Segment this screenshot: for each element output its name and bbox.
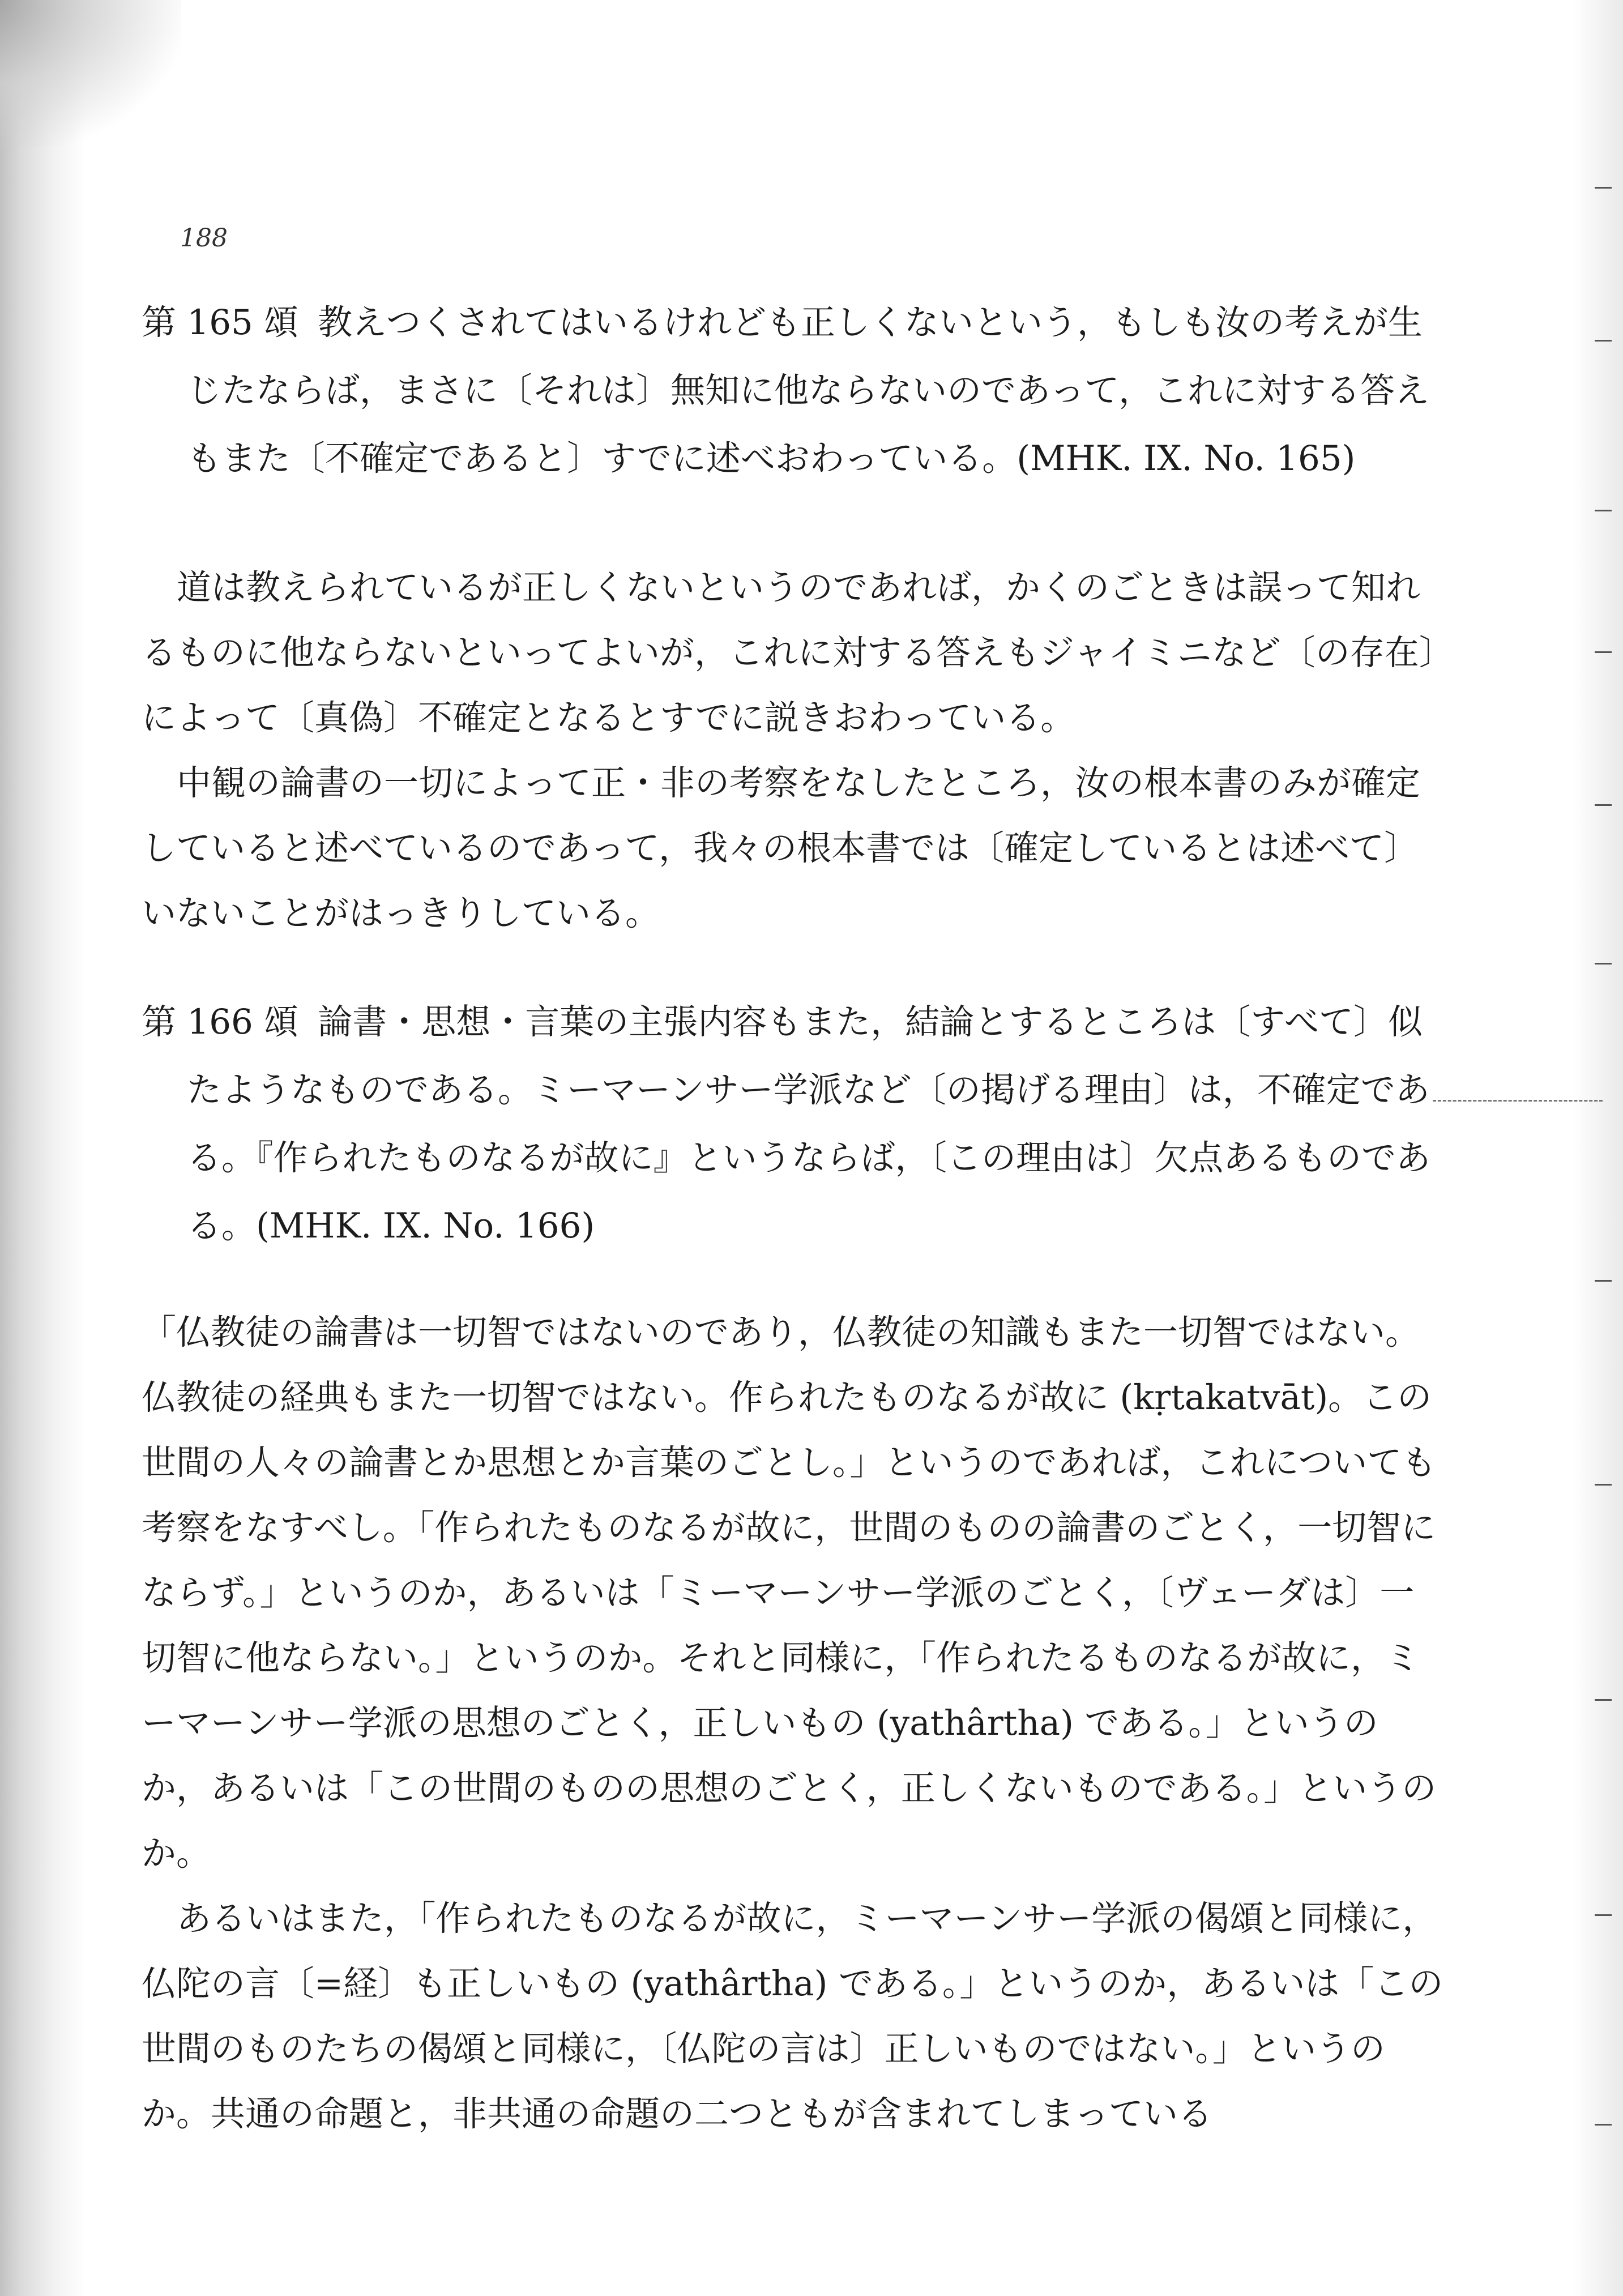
edge-mark [1595, 340, 1612, 342]
edge-mark [1595, 510, 1612, 511]
page-body [142, 289, 1444, 2146]
spacer [142, 493, 1444, 555]
page-number: 188 [180, 224, 228, 253]
spacer [142, 1260, 1444, 1300]
scan-shadow-right [1572, 0, 1623, 2296]
edge-mark [1595, 1280, 1612, 1282]
spacer [142, 946, 1444, 988]
edge-mark [1595, 1484, 1612, 1486]
edge-mark [1595, 651, 1612, 653]
edge-mark [1595, 2124, 1612, 2126]
scan-dashed-line [1433, 1100, 1603, 1102]
scan-shadow-corner [0, 0, 181, 147]
edge-mark [1595, 804, 1612, 806]
edge-mark [1595, 187, 1612, 189]
commentary-paragraph: 「仏教徒の論書は一切智ではないのであり，仏教徒の知識もまた一切智ではない。仏教徒の経典もまた一切智ではない。作られたものなるが故に (kṛtakatvāt)。この世間の人々の論書とか思想とか言葉のごとし。」というのであれば，これについても考察をなすべし。「作られたものなるが故に，世間のものの論書のごとく，一切智にならず。」というのか，あるいは「ミーマーンサー学派のごとく，〔ヴェーダは〕一切智に他ならない。」というのか。それと同様に，「作られたるものなるが故に，ミーマーンサー学派の思想のごとく，正しいもの (yathârtha) である。」というのか，あるいは「この世間のものの思想のごとく，正しくないものである。」というのか。 [142, 1312, 1437, 1873]
verse-label: 第 166 頌 [142, 1002, 299, 1042]
edge-mark [1595, 1699, 1612, 1701]
commentary-paragraph: 中観の論書の一切によって正・非の考察をなしたところ，汝の根本書のみが確定していると述べているのであって，我々の根本書では〔確定しているとは述べて〕いないことがはっきりしている。 [142, 763, 1421, 933]
edge-mark [1595, 963, 1612, 965]
commentary-paragraph: あるいはまた，「作られたものなるが故に，ミーマーンサー学派の偈頌と同様に，仏陀の言〔=経〕も正しいもの (yathârtha) である。」というのか，あるいは「この世間のものたちの偈頌と同様に，〔仏陀の言は〕正しいものではない。」というのか。共通の命題と，非共通の命題の二つともが含まれてしまっている [142, 1898, 1443, 2134]
verse-166 [142, 988, 1444, 1260]
commentary-paragraph: 道は教えられているが正しくないというのであれば，かくのごときは誤って知れるものに他ならないといってよいが，これに対する答えもジャイミニなど〔の存在〕によって〔真偽〕不確定となるとすでに説きおわっている。 [142, 567, 1437, 738]
verse-text: 論書・思想・言葉の主張内容もまた，結論とするところは〔すべて〕似たようなものである。ミーマーンサー学派など〔の掲げる理由〕は，不確定である。『作られたものなるが故に』というならば，〔この理由は〕欠点あるものである。(MHK. IX. No. 166) [187, 1002, 1431, 1246]
verse-165 [142, 289, 1444, 493]
scan-shadow-left [0, 0, 85, 2296]
verse-text: 教えつくされてはいるけれども正しくないという，もしも汝の考えが生じたならば，まさに〔それは〕無知に他ならないのであって，これに対する答えもまた〔不確定であると〕すでに述べおわっている。(MHK. IX. No. 165) [187, 302, 1430, 479]
edge-mark [1595, 1914, 1612, 1916]
verse-label: 第 165 頌 [142, 302, 299, 343]
